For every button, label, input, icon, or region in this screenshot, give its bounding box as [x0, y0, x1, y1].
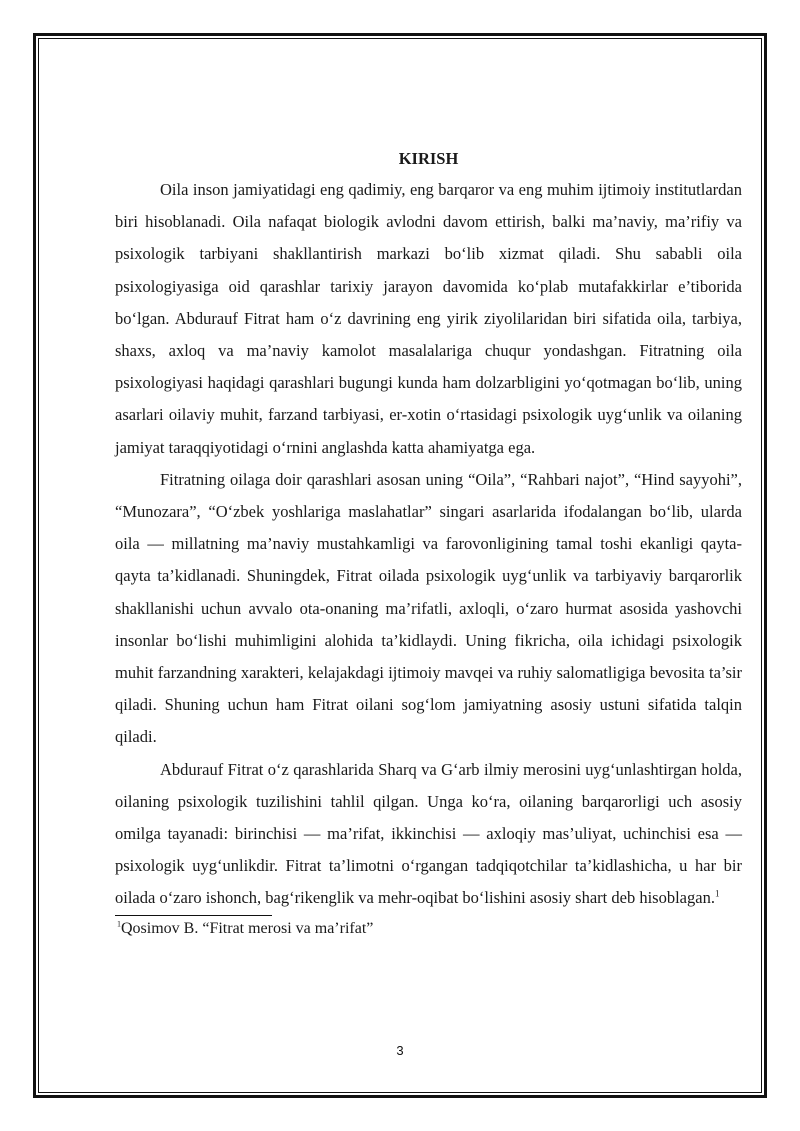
footnote-text: Qosimov B. “Fitrat merosi va ma’rifat” [121, 919, 374, 937]
paragraph-3-text: Abdurauf Fitrat o‘z qarashlarida Sharq va G‘arb ilmiy merosini uyg‘unlashtirgan holda, oilaning psixologik tuzilishini tahlil qilgan. Unga ko‘ra, oilaning barqarorligi uch asosiy omilga tayanadi: birinchisi — ma’rifat, ikkinchisi — axloqiy mas’uliyat, uchinchisi esa — psixologik uyg‘unlikdir. Fitrat ta’limotni o‘rgangan tadqiqotchilar ta’kidlashicha, u har bir oilada o‘zaro ishonch, bag‘rikenglik va mehr-oqibat bo‘lishini asosiy shart deb hisoblagan. [115, 759, 742, 908]
footnote-reference[interactable]: 1 [714, 888, 720, 899]
paragraph-2: Fitratning oilaga doir qarashlari asosan uning “Oila”, “Rahbari najot”, “Hind sayyohi”, “Munozara”, “O‘zbek yoshlariga maslahatlar” singari asarlarida ifodalangan bo‘lib, ularda oila — millatning ma’naviy mustahkamligi va farovonligining tamal toshi ekanligi qayta-qayta ta’kidlanadi. Shuningdek, Fitrat oilada psixologik uyg‘unlik va tarbiyaviy barqarorlik shakllanishi uchun avvalo ota-onaning ma’rifatli, axloqli, o‘zaro hurmat asosida yashovchi insonlar bo‘lishi muhimligini alohida ta’kidlaydi. Uning fikricha, oila ichidagi psixologik muhit farzandning xarakteri, kelajakdagi ijtimoiy mavqei va ruhiy salomatligiga bevosita ta’sir qiladi. Shuning uchun ham Fitrat oilani sog‘lom jamiyatning asosiy ustuni sifatida talqin qiladi. [115, 469, 742, 747]
document-page [115, 144, 742, 942]
footnote-marker: 1 [117, 919, 121, 929]
footnote [115, 916, 742, 942]
page-number: 3 [396, 1043, 404, 1058]
paragraph-1: Oila inson jamiyatidagi eng qadimiy, eng barqaror va eng muhim ijtimoiy institutlardan biri hisoblanadi. Oila nafaqat biologik avlodni davom ettirish, balki ma’naviy, ma’rifiy va psixologik tarbiyani shakllantirish markazi bo‘lib xizmat qiladi. Shu sababli oila psixologiyasiga oid qarashlar tarixiy jarayon davomida ko‘plab mutafakkirlar e’tiborida bo‘lgan. Abdurauf Fitrat ham o‘z davrining eng yirik ziyolilaridan biri sifatida oila, tarbiya, shaxs, axloq va ma’naviy kamolot masalalariga chuqur yondashgan. Fitratning oila psixologiyasi haqidagi qarashlari bugungi kunda ham dolzarbligini yo‘qotmagan bo‘lib, uning asarlari oilaviy muhit, farzand tarbiyasi, er-xotin o‘rtasidagi psixologik uyg‘unlik va oilaning jamiyat taraqqiyotidagi o‘rnini anglashda katta ahamiyatga ega. [115, 180, 742, 457]
paragraph-3 [115, 754, 742, 915]
section-heading: KIRISH [398, 149, 459, 168]
